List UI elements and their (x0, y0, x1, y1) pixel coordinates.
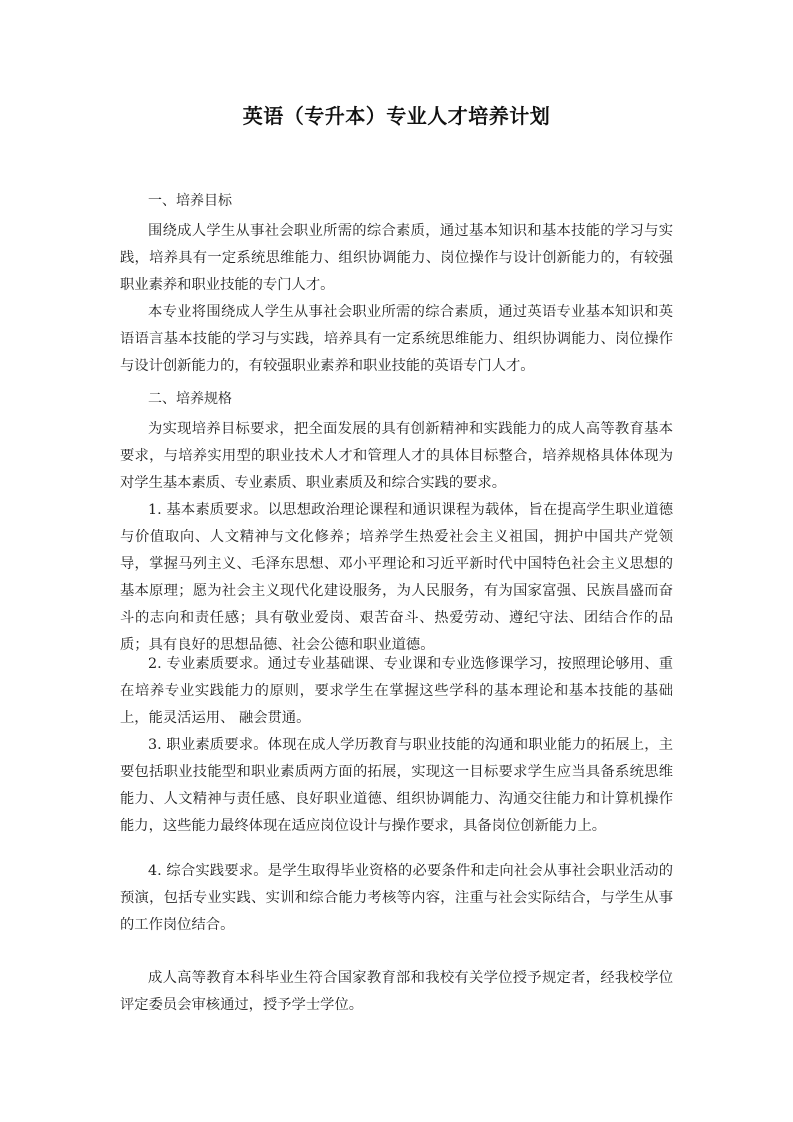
paragraph: 围绕成人学生从事社会职业所需的综合素质，通过基本知识和基本技能的学习与实践，培养具有一定系统思维能力、组织协调能力、岗位操作与设计创新能力的，有较强职业素养和职业技能的专门人才。 (120, 223, 673, 293)
closing-paragraph: 成人高等教育本科毕业生符合国家教育部和我校有关学位授予规定者，经我校学位评定委员会审核通过，授予学士学位。 (120, 970, 673, 1013)
paragraph: 本专业将围绕成人学生从事社会职业所需的综合素质，通过英语专业基本知识和英语语言基本技能的学习与实践，培养具有一定系统思维能力、组织协调能力、岗位操作与设计创新能力的，有较强职业素养和职业技能的英语专门人才。 (120, 304, 673, 374)
section-heading-objectives: 一、培养目标 (148, 193, 232, 209)
section-heading-specifications: 二、培养规格 (148, 391, 232, 407)
paragraph-vocational-quality: 3. 职业素质要求。体现在成人学历教育与职业技能的沟通和职业能力的拓展上，主要包括职业技能型和职业素质两方面的拓展，实现这一目标要求学生应当具备系统思维能力、人文精神与责任感、良好职业道德、组织协调能力、沟通交往能力和计算机操作能力，这些能力最终体现在适应岗位设计与操作要求，具备岗位创新能力上。 (120, 737, 673, 834)
paragraph-practice: 4. 综合实践要求。是学生取得毕业资格的必要条件和走向社会从事社会职业活动的预演，包括专业实践、实训和综合能力考核等内容，注重与社会实际结合，与学生从事的工作岗位结合。 (120, 863, 673, 933)
paragraph-basic-quality: 1. 基本素质要求。以思想政治理论课程和通识课程为载体，旨在提高学生职业道德与价值取向、人文精神与文化修养；培养学生热爱社会主义祖国，拥护中国共产党领导，掌握马列主义、毛泽东思想、邓小平理论和习近平新时代中国特色社会主义思想的基本原理；愿为社会主义现代化建设服务，为人民服务，有为国家富强、民族昌盛而奋斗的志向和责任感；具有敬业爱岗、艰苦奋斗、热爱劳动、遵纪守法、团结合作的品质；具有良好的思想品德、社会公德和职业道德。 (120, 502, 673, 653)
paragraph: 为实现培养目标要求，把全面发展的具有创新精神和实践能力的成人高等教育基本要求，与培养实用型的职业技术人才和管理人才的具体目标整合，培养规格具体体现为对学生基本素质、专业素质、职业素质及和综合实践的要求。 (120, 421, 673, 491)
document-title: 英语（专升本）专业人才培养计划 (242, 104, 551, 128)
paragraph-professional-quality: 2. 专业素质要求。通过专业基础课、专业课和专业选修课学习，按照理论够用、重在培养专业实践能力的原则，要求学生在掌握这些学科的基本理论和基本技能的基础上，能灵活运用、 融会贯通。 (120, 656, 673, 726)
